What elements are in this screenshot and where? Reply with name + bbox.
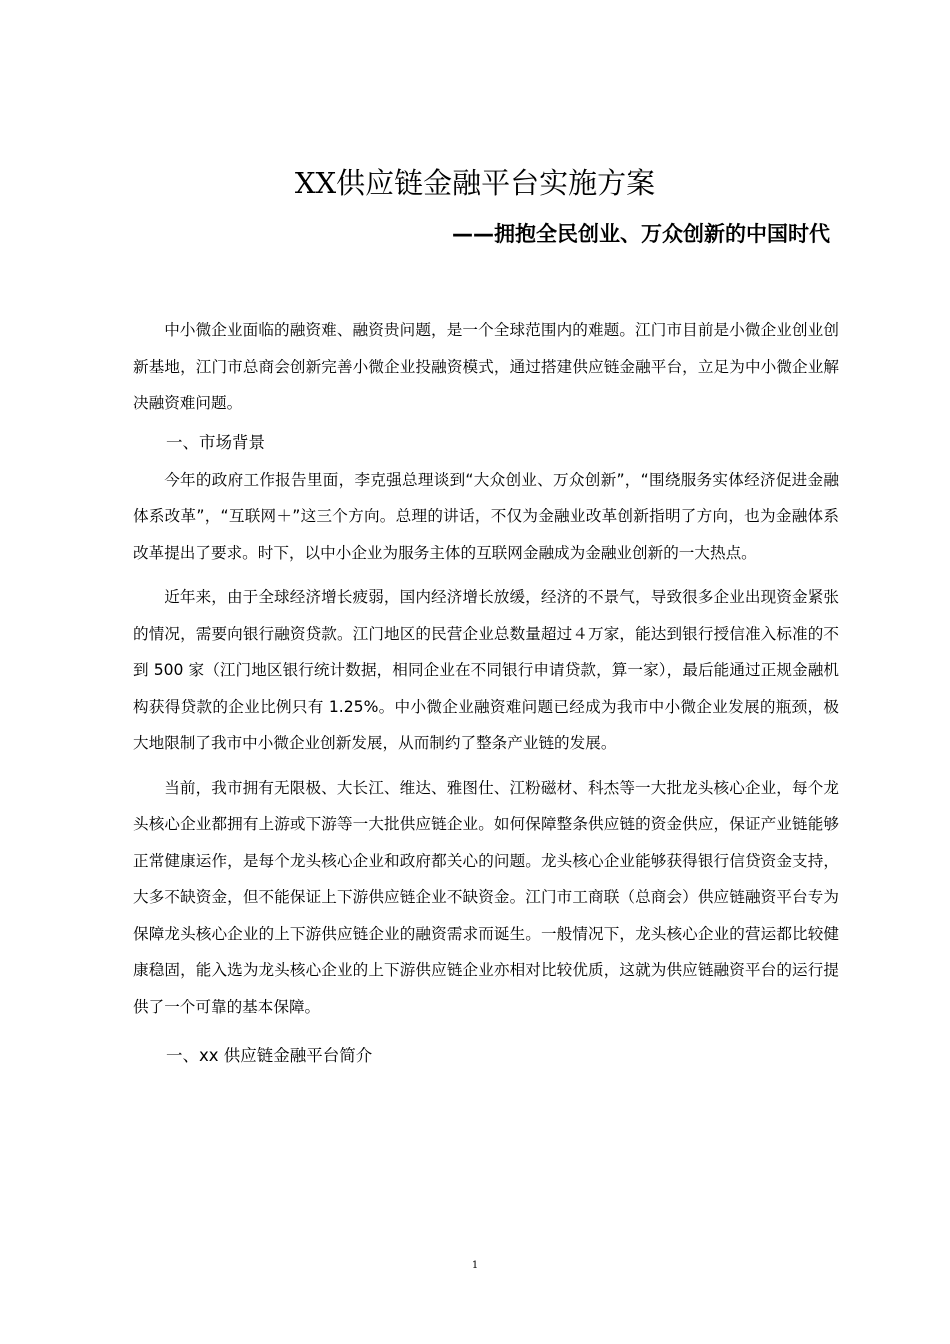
market-background-paragraph-1: 今年的政府工作报告里面，李克强总理谈到“大众创业、万众创新”，“围绕服务实体经济促进金融体系改革”，“互联网＋”这三个方向。总理的讲话，不仅为金融业改革创新指明了方向，也为金融体系改革提出了要求。时下，以中小企业为服务主体的互联网金融成为金融业创新的一大热点。 — [133, 470, 839, 562]
document-body — [133, 312, 839, 1075]
page-number: 1 — [471, 1260, 479, 1271]
market-background-paragraph-2: 近年来，由于全球经济增长疲弱，国内经济增长放缓，经济的不景气，导致很多企业出现资金紧张的情况，需要向银行融资贷款。江门地区的民营企业总数量超过４万家，能达到银行授信准入标准的不到 500 家（江门地区银行统计数据，相同企业在不同银行申请贷款，算一家），最后能通过正规金融机构获得贷款的企业比例只有 1.25%。中小微企业融资难问题已经成为我市中小微企业发展的瓶颈，极大地限制了我市中小微企业创新发展，从而制约了整条产业链的发展。 — [133, 588, 839, 752]
document-subtitle: ——拥抱全民创业、万众创新的中国时代 — [452, 222, 830, 246]
market-background-paragraph-3: 当前，我市拥有无限极、大长江、维达、雅图仕、江粉磁材、科杰等一大批龙头核心企业，每个龙头核心企业都拥有上游或下游等一大批供应链企业。如何保障整条供应链的资金供应，保证产业链能够正常健康运作，是每个龙头核心企业和政府都关心的问题。龙头核心企业能够获得银行信贷资金支持，大多不缺资金，但不能保证上下游供应链企业不缺资金。江门市工商联（总商会）供应链融资平台专为保障龙头核心企业的上下游供应链企业的融资需求而诞生。一般情况下，龙头核心企业的营运都比较健康稳固，能入选为龙头核心企业的上下游供应链企业亦相对比较优质，这就为供应链融资平台的运行提供了一个可靠的基本保障。 — [133, 778, 839, 1016]
section-heading-platform-intro: 一、xx 供应链金融平台简介 — [166, 1046, 373, 1065]
intro-paragraph: 中小微企业面临的融资难、融资贵问题，是一个全球范围内的难题。江门市目前是小微企业创业创新基地，江门市总商会创新完善小微企业投融资模式，通过搭建供应链金融平台，立足为中小微企业解决融资难问题。 — [133, 321, 839, 412]
section-heading-market-background: 一、市场背景 — [166, 432, 265, 452]
document-title: XX供应链金融平台实施方案 — [294, 166, 656, 200]
